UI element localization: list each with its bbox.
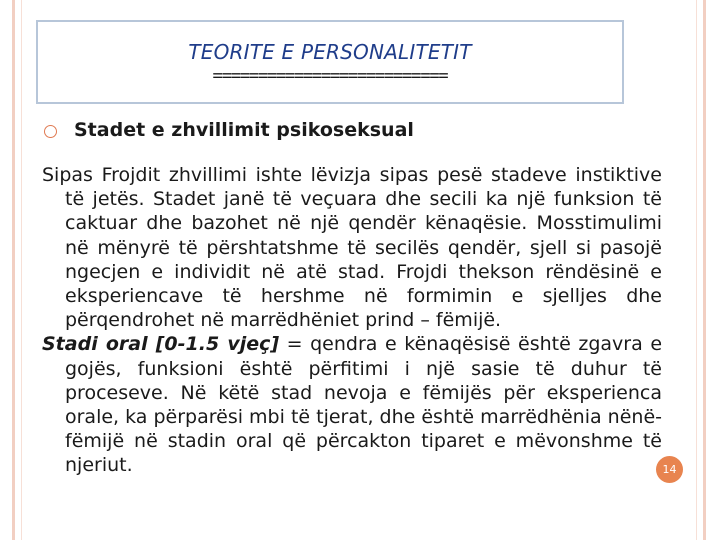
- paragraph-stadi-oral: [42, 332, 662, 477]
- title-box: [36, 20, 624, 104]
- title-underline: ==========================: [212, 66, 448, 86]
- slide-body: [42, 163, 662, 478]
- page-number-badge: 14: [656, 456, 683, 483]
- paragraph-frojdi: Sipas Frojdit zhvillimi ishte lëvizja sipas pesë stadeve instiktive të jetës. Stadet janë të veçuara dhe secili ka një funksion të caktuar dhe bazohet në një qendër kënaqësie. Mosstimulimi në mënyrë të përshtatshme të secilës qendër, sjell si pasojë ngecjen e individit në atë stad. Frojdi thekson rëndësinë e eksperiencave të hershme në formimin e sjelljes dhe përqendrohet në marrëdhëniet prind – fëmijë.: [42, 164, 662, 332]
- bullet-circle-icon: [44, 125, 57, 138]
- section-heading: Stadet e zhvillimit psikoseksual: [74, 119, 414, 141]
- slide-title: TEORITE E PERSONALITETIT: [188, 40, 472, 64]
- stadi-oral-label: Stadi oral [0-1.5 vjeç]: [42, 333, 280, 356]
- stadi-oral-separator: =: [279, 333, 311, 356]
- stadi-oral-text: qendra e kënaqësisë është zgavra e gojës, funksioni është përfitimi i një sasie të duhur të proceseve. Në këtë stad nevoja e fëmijës për eksperienca orale, ka përparësi mbi të tjerat, dhe është marrëdhënia nënë-fëmijë në stadin oral që përcakton tiparet e mëvonshme të njeriut.: [65, 333, 663, 477]
